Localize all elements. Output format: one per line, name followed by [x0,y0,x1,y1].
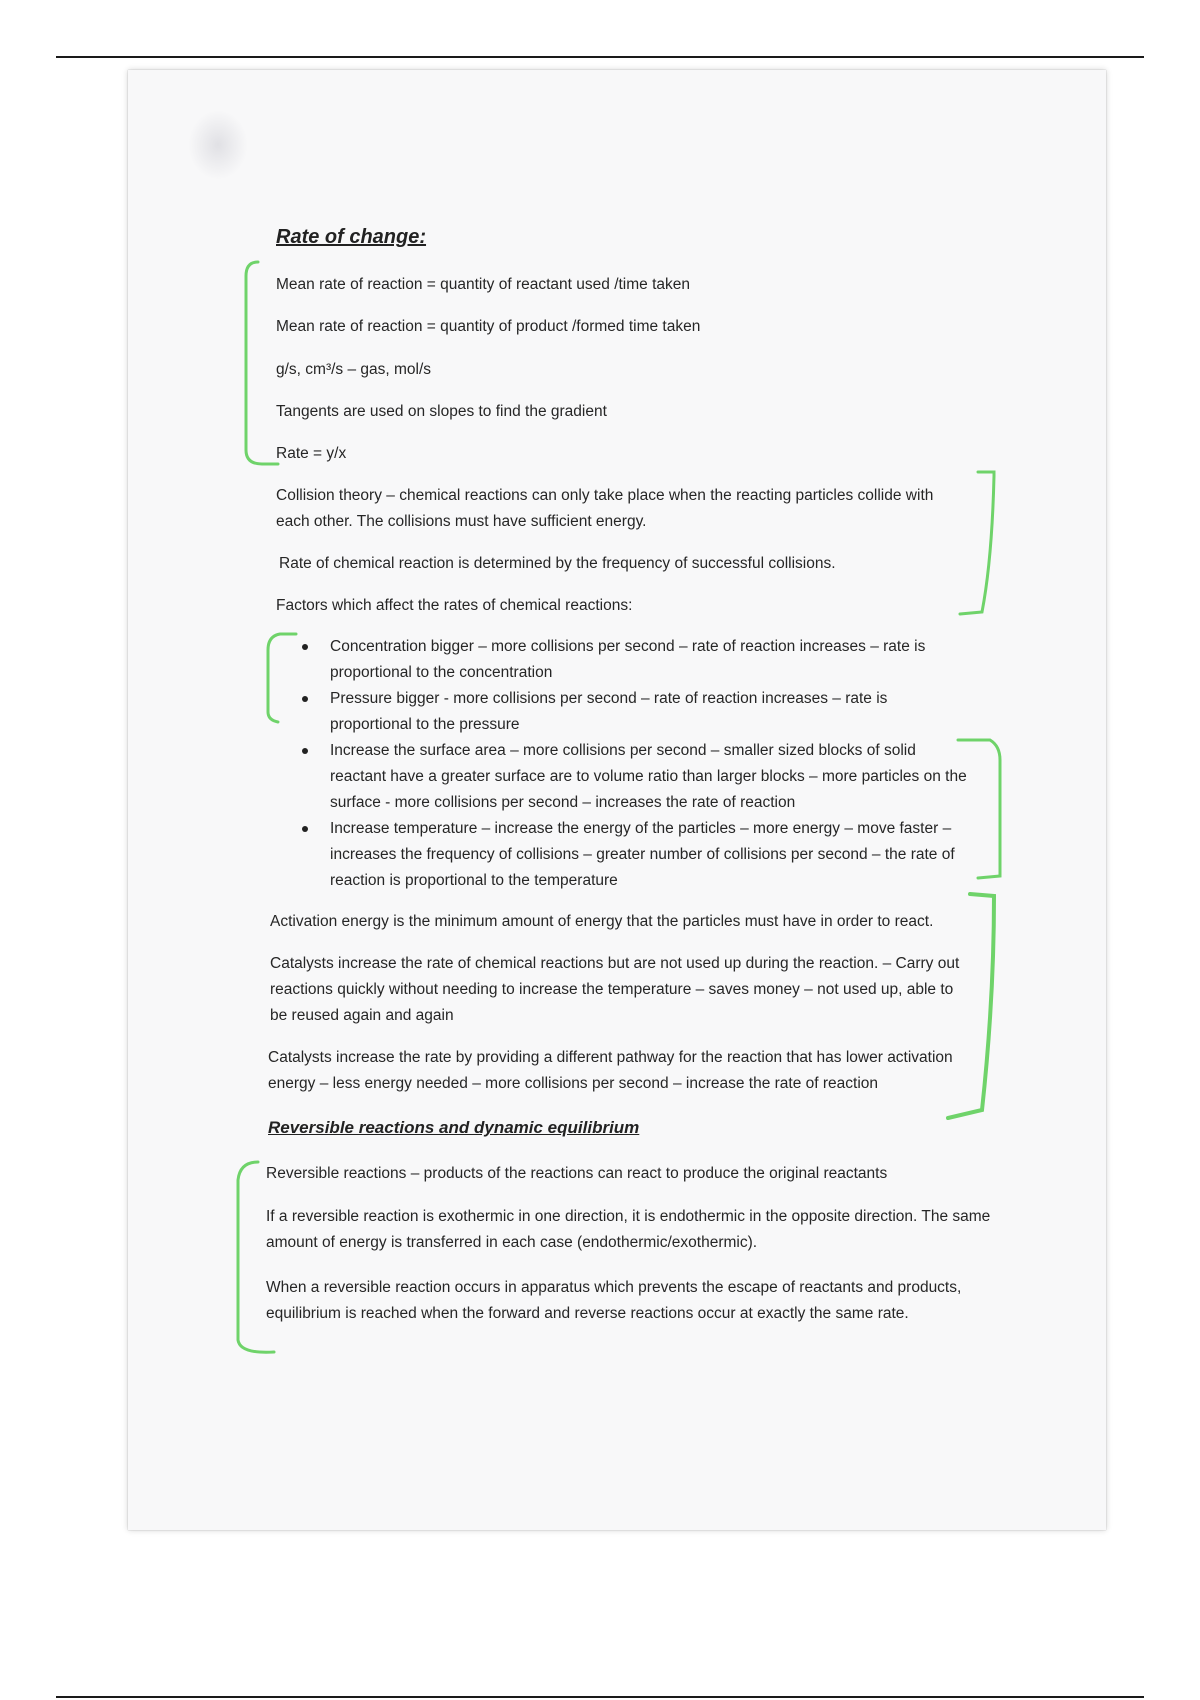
catalysts-paragraph-1: Catalysts increase the rate of chemical reactions but are not used up during the reaction. – Carry out reactions quickly without needing to increase the temperature – saves money – not used up, able to be reused again and again [270,955,960,1024]
units-line: g/s, cm³/s – gas, mol/s [276,361,432,378]
tangents-line: Tangents are used on slopes to find the gradient [276,403,607,420]
factor-surface-area: Increase the surface area – more collisions per second – smaller sized blocks of solid reactant have a greater surface are to volume ratio than larger blocks – more particles on the surface - more collisions per second – increases the rate of reaction [330,738,970,816]
mean-rate-reactant-line: Mean rate of reaction = quantity of reactant used /time taken [276,276,691,293]
bullet-dot [302,826,308,832]
bullet-dot [302,644,308,650]
mean-rate-product-line: Mean rate of reaction = quantity of product /formed time taken [276,318,701,335]
factor-concentration: Concentration bigger – more collisions per second – rate of reaction increases – rate is proportional to the concentration [330,634,970,686]
rate-formula-line: Rate = y/x [276,445,347,462]
catalysts-paragraph-2: Catalysts increase the rate by providing a different pathway for the reaction that has lower activation energy – less energy needed – more collisions per second – increase the rate of reaction [268,1049,953,1092]
reversible-energy-paragraph: If a reversible reaction is exothermic in one direction, it is endothermic in the opposite direction. The same amount of energy is transferred in each case (endothermic/exothermic). [266,1208,991,1251]
bullet-dot [302,696,308,702]
collision-theory-paragraph: Collision theory – chemical reactions can only take place when the reacting particles collide with each other. The collisions must have sufficient energy. [276,487,934,530]
rate-of-change-heading: Rate of change: [276,226,427,248]
bottom-divider [56,1696,1144,1698]
bullet-dot [302,748,308,754]
factor-pressure: Pressure bigger - more collisions per second – rate of reaction increases – rate is proportional to the pressure [330,686,970,738]
top-divider [56,56,1144,58]
reversible-definition: Reversible reactions – products of the reactions can react to produce the original reactants [266,1165,888,1182]
activation-energy-paragraph: Activation energy is the minimum amount of energy that the particles must have in order to react. [270,913,934,930]
factors-intro: Factors which affect the rates of chemical reactions: [276,597,633,614]
reversible-reactions-heading: Reversible reactions and dynamic equilibrium [268,1118,640,1137]
factors-list [330,634,970,894]
collision-frequency-line: Rate of chemical reaction is determined by the frequency of successful collisions. [279,555,836,572]
equilibrium-paragraph: When a reversible reaction occurs in apparatus which prevents the escape of reactants and products, equilibrium is reached when the forward and reverse reactions occur at exactly the same rate. [266,1279,962,1322]
paper-smudge [188,110,248,180]
factor-temperature: Increase temperature – increase the energy of the particles – more energy – move faster – increases the frequency of collisions – greater number of collisions per second – the rate of reaction is proportional to the temperature [330,816,970,894]
